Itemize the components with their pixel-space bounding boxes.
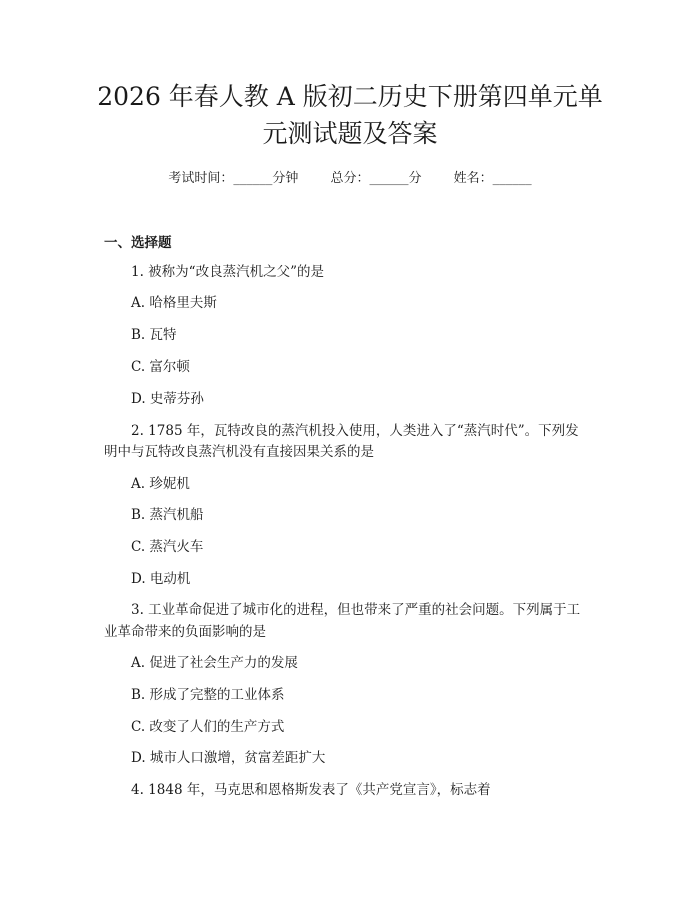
question-3-stem-line-1: 3. 工业革命促进了城市化的进程，但也带来了严重的社会问题。下列属于工 [131, 602, 581, 618]
question-3-option-c: C. 改变了人们的生产方式 [131, 719, 285, 735]
question-2-option-c: C. 蒸汽火车 [131, 539, 204, 555]
question-3-option-a: A. 促进了社会生产力的发展 [131, 655, 298, 671]
title-line-2: 元测试题及答案 [262, 119, 438, 148]
document-title [40, 78, 660, 152]
question-2-option-a: A. 珍妮机 [131, 476, 190, 492]
title-line-1: 2026 年春人教 A 版初二历史下册第四单元单 [97, 82, 603, 111]
question-2-stem-line-2: 明中与瓦特改良蒸汽机没有直接因果关系的是 [104, 444, 374, 460]
question-1-option-a: A. 哈格里夫斯 [131, 295, 217, 311]
question-1-option-b: B. 瓦特 [131, 327, 177, 343]
question-1-stem: 1. 被称为“改良蒸汽机之父”的是 [131, 264, 324, 280]
question-2-stem-line-1: 2. 1785 年，瓦特改良的蒸汽机投入使用，人类进入了“蒸汽时代”。下列发 [131, 423, 579, 439]
exam-meta [0, 170, 700, 188]
section-heading: 一、选择题 [104, 235, 172, 251]
question-1-option-d: D. 史蒂芬孙 [131, 391, 204, 407]
question-2-option-d: D. 电动机 [131, 571, 191, 587]
question-3-option-d: D. 城市人口激增，贫富差距扩大 [131, 750, 326, 766]
question-4-stem: 4. 1848 年，马克思和恩格斯发表了《共产党宣言》，标志着 [131, 782, 491, 798]
exam-time-field: 考试时间：______分钟 [168, 171, 299, 186]
question-3-option-b: B. 形成了完整的工业体系 [131, 687, 285, 703]
total-score-field: 总分：______分 [330, 171, 422, 186]
student-name-field: 姓名：______ [453, 171, 532, 186]
question-2-option-b: B. 蒸汽机船 [131, 507, 204, 523]
question-1-option-c: C. 富尔顿 [131, 359, 190, 375]
question-3-stem-line-2: 业革命带来的负面影响的是 [104, 624, 266, 640]
